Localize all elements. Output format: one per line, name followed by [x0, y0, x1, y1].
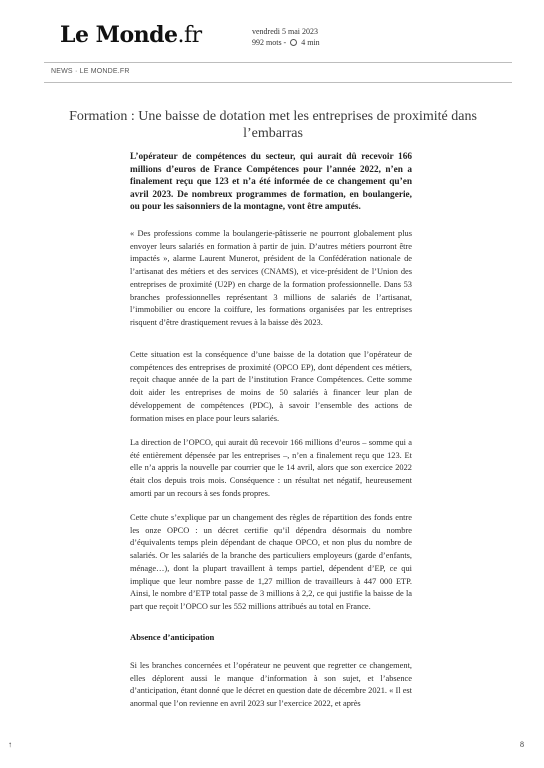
- section-heading: Absence d’anticipation: [130, 632, 215, 642]
- article-stats: [252, 37, 320, 48]
- source-label: NEWS · LE MONDE.FR: [51, 68, 130, 75]
- logo-tld: .fr: [177, 23, 202, 48]
- header-divider: [44, 62, 512, 63]
- article-title: Formation : Une baisse de dotation met les entreprises de proximité dans l’embarras: [69, 109, 477, 141]
- read-time: 4 min: [301, 38, 320, 47]
- article-lead: L’opérateur de compétences du secteur, qui aurait dû recevoir 166 millions d’euros de France Compétences pour l’année 2022, n’en a finalement reçu que 123 et n’a été informée de ce changement qu’en avril 2023. De nombreux programmes de formation, en boulangerie, ou pour les saisonniers de la montagne, vont être amputés.: [130, 152, 412, 213]
- body-paragraph: Si les branches concernées et l’opérateur ne peuvent que regretter ce changement, elles déplorent aussi le manque d’information à son sujet, et l’absence d’anticipation, étant donné que le décret en question date de décembre 2021. « Il est anormal que l’on revienne en avril 2023 sur l’exercice 2022, et après: [130, 661, 412, 709]
- body-paragraph: La direction de l’OPCO, qui aurait dû recevoir 166 millions d’euros – somme qui a été entièrement dépensée par les entreprises –, n’en a finalement reçu que 123. Et elle n’a appris la nouvelle par courrier que le 14 avril, alors que son exercice 2022 était clos depuis trois mois. Conséquence : un résultat net négatif, heureusement amorti par un recours à ses fonds propres.: [130, 438, 412, 498]
- up-arrow-icon: ↑: [8, 740, 12, 749]
- article-date: vendredi 5 mai 2023: [252, 27, 318, 36]
- le-monde-logo: [60, 22, 202, 48]
- page-number: 8: [520, 740, 524, 749]
- article-meta: [252, 26, 320, 48]
- source-divider: [44, 82, 512, 83]
- body-paragraph: « Des professions comme la boulangerie-pâtisserie ne pourront globalement plus envoyer leurs salariés en formation à partir de juin. D’autres métiers pourront être impactés », alarme Laurent Munerot, président de la Confédération nationale de l’artisanat des métiers et des services (CNAMS), et vice-président de l’Union des entreprises de proximité (U2P) en charge de la formation professionnelle. Dans 53 branches professionnelles représentant 3 millions de salariés de l’artisanat, l’immobilier ou encore la coiffure, les formations organisées par les entreprises risquent d’être drastiquement revues à la baisse dès 2023.: [130, 229, 412, 327]
- word-count: 992 mots -: [252, 38, 287, 47]
- body-paragraph: Cette situation est la conséquence d’une baisse de la dotation que l’opérateur de compétences des entreprises de proximité (OPCO EP), dont dépendent ces métiers, reçoit chaque année de la part de l’institution France Compétences. Cette somme doit aider les entreprises de moins de 50 salariés à financer leur plan de développement de compétences (PDC), à savoir l’ensemble des actions de formation mises en place pour leurs salariés.: [130, 350, 412, 423]
- body-paragraph: Cette chute s’explique par un changement des règles de répartition des fonds entre les onze OPCO : un décret certifie qu’il dépendra désormais du nombre d’équivalents temps plein dépendant de chaque OPCO, et non plus du nombre de salariés. Or les salariés de la branche des particuliers employeurs (garde d’enfants, ménage…), dont la plupart travaillent à temps partiel, dépendent d’EP, ce qui implique que leur nombre passe de 1,27 million de travailleurs à 447 000 ETP. Ainsi, le nombre d’ETP total passe de 3 millions à 2,2, ce qui justifie la baisse de la part que reçoit l’OPCO sur les 552 millions attribués au total en France.: [130, 513, 412, 611]
- clock-icon: [290, 39, 297, 46]
- logo-main: Le Monde: [60, 22, 178, 48]
